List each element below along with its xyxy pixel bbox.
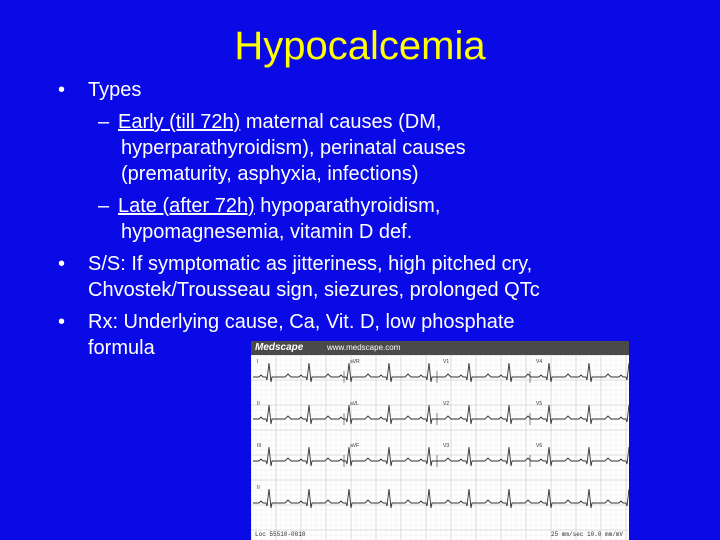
- ecg-lead-label: aVL: [350, 401, 359, 407]
- early-text-2: hyperparathyroidism), perinatal causes: [121, 137, 466, 159]
- medscape-url: www.medscape.com: [327, 343, 401, 352]
- late-label: Late (after 72h): [118, 195, 255, 217]
- late-text-1: hypoparathyroidism,: [254, 195, 441, 217]
- medscape-logo: Medscape: [255, 342, 304, 353]
- ecg-lead-label: V5: [536, 401, 543, 407]
- ecg-lead-label: aVF: [350, 443, 360, 449]
- bullet-dot: •: [58, 311, 66, 333]
- ecg-image: [251, 341, 629, 540]
- ecg-header: [251, 341, 629, 355]
- sub-bullet-dash: –: [98, 195, 110, 217]
- ecg-lead-label: V3: [443, 443, 450, 449]
- ecg-lead-label: V6: [536, 443, 543, 449]
- ecg-tracing: [251, 355, 629, 540]
- ecg-lead-label: I: [257, 359, 259, 365]
- bullet-symptoms-cont: Chvostek/Trousseau sign, siezures, prolonged QTc: [88, 279, 540, 301]
- late-text-2: hypomagnesemia, vitamin D def.: [121, 221, 413, 243]
- ecg-lead-label: II: [257, 485, 260, 491]
- early-label: Early (till 72h): [118, 111, 241, 133]
- ecg-lead-label: II: [257, 401, 260, 407]
- ecg-footer-left: Loc 55510-0018: [255, 531, 306, 538]
- sub-bullet-early: [118, 110, 441, 134]
- bullet-types: Types: [88, 79, 142, 101]
- ecg-footer-right: 25 mm/sec 10.0 mm/mV: [550, 531, 623, 538]
- bullet-treatment: Rx: Underlying cause, Ca, Vit. D, low phosphate: [88, 311, 515, 333]
- bullet-dot: •: [58, 253, 66, 275]
- ecg-lead-label: V4: [536, 359, 543, 365]
- ecg-lead-label: III: [257, 443, 262, 449]
- sub-bullet-dash: –: [98, 111, 110, 133]
- sub-bullet-late: [118, 194, 440, 218]
- ecg-lead-label: V2: [443, 401, 450, 407]
- slide-title: Hypocalcemia: [234, 24, 486, 68]
- bullet-symptoms: S/S: If symptomatic as jitteriness, high pitched cry,: [88, 253, 533, 275]
- bullet-dot: •: [58, 79, 66, 101]
- ecg-lead-label: V1: [443, 359, 450, 365]
- early-text-3: (prematurity, asphyxia, infections): [121, 163, 419, 185]
- early-text-1: maternal causes (DM,: [240, 111, 442, 133]
- ecg-lead-label: aVR: [350, 359, 360, 365]
- bullet-treatment-cont: formula: [88, 337, 155, 359]
